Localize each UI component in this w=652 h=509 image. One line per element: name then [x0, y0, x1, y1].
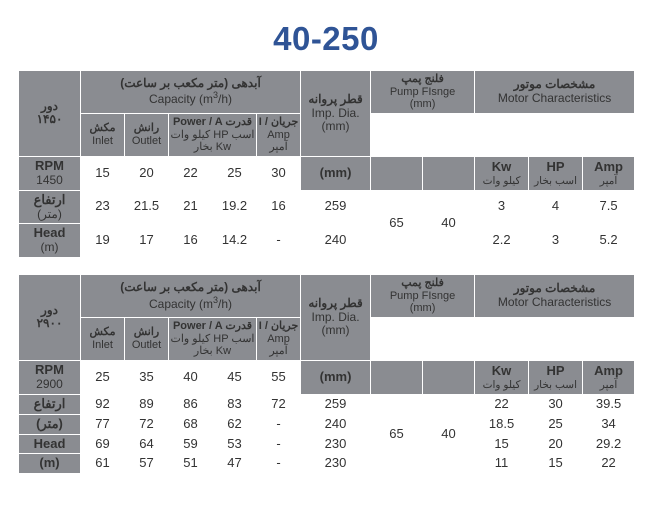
head-cell: 47 [213, 454, 257, 474]
head-cell: 86 [169, 394, 213, 414]
rpm-en-label-2: RPM [35, 361, 64, 377]
capacity-cell: 25 [213, 156, 257, 190]
imp-dia-unit-1: (mm) [321, 119, 350, 134]
imp-dia-cell: 259 [301, 394, 371, 414]
rpm-header-fa-2: دور [41, 302, 58, 317]
motor-header-1 [475, 71, 635, 114]
head-cell: 83 [213, 394, 257, 414]
table-row [19, 190, 635, 224]
head-cell: - [257, 414, 301, 434]
hp-label-fa-1: اسب بخار [534, 174, 577, 187]
head-label-cell-1a [19, 190, 81, 224]
head-cell: - [257, 224, 301, 258]
amp-label-en-1: Amp [594, 158, 623, 174]
outlet-en-2: Outlet [131, 338, 162, 351]
amp-label-2 [258, 320, 299, 333]
inlet-cell-2: 65 [371, 394, 423, 474]
power-hp-fa-1: اسب بخار [193, 128, 255, 154]
outlet-cell-2: 40 [423, 394, 475, 474]
flange-outlet-header-2 [125, 317, 169, 360]
imp-dia-unit-cell-1: (mm) [301, 156, 371, 190]
rpm-value-fa-1: ۱۴۵۰ [36, 112, 63, 127]
head-label-cell-2a [19, 394, 81, 414]
pump-table-1450 [18, 70, 635, 258]
imp-dia-cell: 230 [301, 434, 371, 454]
amp-units-2 [258, 333, 299, 358]
capacity-header-en-1: Capacity $(m^3/h)$ [148, 90, 233, 107]
hp-cell: 4 [529, 190, 583, 224]
head-cell: 64 [125, 434, 169, 454]
power-fa-2: A قدرت [214, 319, 253, 332]
head-cell: 14.2 [213, 224, 257, 258]
table-header-row-1 [19, 71, 635, 114]
capacity-header-1 [81, 71, 301, 114]
head-label-en-1: Head [33, 225, 66, 241]
hp-label-2: HP [546, 362, 565, 378]
outlet-fa-2: رانش [133, 326, 160, 339]
kw-label-fa-2: کیلو وات [482, 378, 521, 391]
imp-dia-header-en-1: Imp. Dia. [311, 105, 360, 120]
hp-header-cell-1 [529, 156, 583, 190]
capacity-cell: 30 [257, 156, 301, 190]
imp-dia-cell: 230 [301, 454, 371, 474]
amp-label-1 [258, 116, 299, 129]
flange-inlet-header-1 [81, 113, 125, 156]
head-label-fa-2: ارتفاع [33, 395, 66, 411]
imp-dia-header-1 [301, 71, 371, 157]
head-cell: 51 [169, 454, 213, 474]
page-title: 40-250 [273, 20, 379, 57]
rpm-en-cell-2 [19, 360, 81, 394]
head-cell: 77 [81, 414, 125, 434]
flange-header-en-2: Pump FIsnge [389, 289, 456, 302]
capacity-header-2 [81, 275, 301, 318]
capacity-cell: 55 [257, 360, 301, 394]
amp-en-2: I / [258, 319, 268, 332]
capacity-values-row-2 [19, 360, 635, 394]
flange-outlet-header-1 [125, 113, 169, 156]
flange-header-fa-1: فلنج پمپ [401, 73, 444, 85]
outlet-en-1: Outlet [131, 134, 162, 147]
kw-label-1: Kw [491, 158, 512, 174]
table-row [19, 434, 635, 454]
imp-dia-cell: 240 [301, 414, 371, 434]
inlet-fa-1: مکش [89, 122, 116, 135]
power-label-2 [170, 320, 255, 333]
amp-unit-fa-2: آمپر [269, 345, 288, 358]
capacity-cell: 35 [125, 360, 169, 394]
amp-cell: 7.5 [583, 190, 635, 224]
head-cell: 72 [257, 394, 301, 414]
capacity-header-fa-2: آبدهی (متر مکعب بر ساعت) [120, 279, 261, 294]
pump-table-2900 [18, 274, 635, 474]
amp-header-cell-2 [583, 360, 635, 394]
flange-unit-2: (mm) [409, 302, 436, 315]
power-label-1 [170, 116, 255, 129]
amp-header-cell-1 [583, 156, 635, 190]
head-cell: 19 [81, 224, 125, 258]
power-hp-en-1: HP [213, 128, 229, 141]
amp-label-en-2: Amp [594, 362, 623, 378]
imp-dia-unit-2: (mm) [321, 323, 350, 338]
imp-dia-header-fa-2: قطر پروانه [308, 295, 363, 310]
power-header-1 [169, 113, 257, 156]
power-kw-fa-2: کیلو وات [170, 332, 211, 345]
amp-units-1 [258, 129, 299, 154]
imp-dia-header-fa-1: قطر پروانه [308, 91, 363, 106]
power-fa-1: A قدرت [214, 115, 253, 128]
head-cell: 17 [125, 224, 169, 258]
kw-header-cell-1 [475, 156, 529, 190]
table-row [19, 224, 635, 258]
amp-cell: 29.2 [583, 434, 635, 454]
motor-header-fa-1: مشخصات موتور [513, 77, 596, 92]
amp-fa-2: جریان [270, 319, 299, 332]
amp-unit-en-2: Amp [267, 332, 290, 345]
inlet-cell-1: 65 [371, 190, 423, 257]
capacity-cell: 25 [81, 360, 125, 394]
amp-cell: 5.2 [583, 224, 635, 258]
head-cell: 19.2 [213, 190, 257, 224]
flange-unit-1: (mm) [409, 98, 436, 111]
amp-cell: 34 [583, 414, 635, 434]
motor-header-en-2: Motor Characteristics [497, 295, 612, 309]
power-kw-fa-1: کیلو وات [170, 128, 211, 141]
power-hp-en-2: HP [213, 332, 229, 345]
kw-label-fa-1: کیلو وات [482, 174, 521, 187]
outlet-unit-cell-1 [423, 156, 475, 190]
hp-cell: 30 [529, 394, 583, 414]
outlet-cell-1: 40 [423, 190, 475, 257]
motor-header-2 [475, 275, 635, 318]
power-en-2: Power / [172, 319, 213, 332]
head-cell: 59 [169, 434, 213, 454]
rpm-header-fa-1: دور [41, 98, 58, 113]
power-kw-en-1: Kw [215, 141, 232, 154]
imp-dia-header-en-2: Imp. Dia. [311, 309, 360, 324]
kw-cell: 11 [475, 454, 529, 474]
capacity-cell: 40 [169, 360, 213, 394]
head-cell: 69 [81, 434, 125, 454]
table-header-row-2 [19, 275, 635, 318]
inlet-unit-cell-1 [371, 156, 423, 190]
capacity-cell: 15 [81, 156, 125, 190]
head-label-en-2: Head [33, 435, 66, 451]
hp-cell: 25 [529, 414, 583, 434]
rpm-en-value-1: 1450 [36, 172, 63, 187]
outlet-unit-cell-2 [423, 360, 475, 394]
rpm-en-cell-1 [19, 156, 81, 190]
kw-cell: 22 [475, 394, 529, 414]
imp-dia-cell: 259 [301, 190, 371, 224]
rpm-en-label-1: RPM [35, 157, 64, 173]
inlet-en-1: Inlet [92, 134, 113, 147]
head-cell: 21 [169, 190, 213, 224]
hp-cell: 15 [529, 454, 583, 474]
amp-unit-en-1: Amp [267, 128, 290, 141]
rpm-header-cell-2 [19, 275, 81, 361]
amp-label-fa-2: آمپر [599, 378, 618, 391]
head-cell: 57 [125, 454, 169, 474]
power-kw-en-2: Kw [215, 345, 232, 358]
head-cell: - [257, 434, 301, 454]
amp-header-2 [257, 317, 301, 360]
head-cell: 16 [169, 224, 213, 258]
imp-dia-unit-cell-2: (mm) [301, 360, 371, 394]
amp-header-1 [257, 113, 301, 156]
kw-header-cell-2 [475, 360, 529, 394]
amp-cell: 39.5 [583, 394, 635, 414]
head-cell: 89 [125, 394, 169, 414]
capacity-cell: 45 [213, 360, 257, 394]
flange-header-en-1: Pump FIsnge [389, 85, 456, 98]
capacity-cell: 22 [169, 156, 213, 190]
hp-cell: 3 [529, 224, 583, 258]
head-cell: 16 [257, 190, 301, 224]
rpm-en-value-2: 2900 [36, 376, 63, 391]
inlet-unit-cell-2 [371, 360, 423, 394]
capacity-cell: 20 [125, 156, 169, 190]
kw-cell: 3 [475, 190, 529, 224]
table-row [19, 414, 635, 434]
amp-unit-fa-1: آمپر [269, 141, 288, 154]
imp-dia-cell: 240 [301, 224, 371, 258]
outlet-fa-1: رانش [133, 122, 160, 135]
head-cell: 61 [81, 454, 125, 474]
head-label-fa-1: ارتفاع [33, 191, 66, 207]
flange-inlet-header-2 [81, 317, 125, 360]
kw-cell: 2.2 [475, 224, 529, 258]
capacity-header-fa-1: آبدهی (متر مکعب بر ساعت) [120, 75, 261, 90]
head-cell: 23 [81, 190, 125, 224]
flange-header-2 [371, 275, 475, 318]
hp-header-cell-2 [529, 360, 583, 394]
head-label-en-unit-2: (m) [39, 455, 60, 471]
power-header-2 [169, 317, 257, 360]
head-cell: 62 [213, 414, 257, 434]
head-label-cell-2b [19, 414, 81, 434]
head-label-fa-unit-1: (متر) [37, 206, 62, 221]
inlet-en-2: Inlet [92, 338, 113, 351]
motor-header-en-1: Motor Characteristics [497, 90, 612, 105]
flange-header-fa-2: فلنج پمپ [401, 277, 444, 290]
kw-cell: 15 [475, 434, 529, 454]
head-cell: 21.5 [125, 190, 169, 224]
power-units-2 [170, 333, 255, 358]
head-cell: 68 [169, 414, 213, 434]
head-label-cell-1b [19, 224, 81, 258]
amp-label-fa-1: آمپر [599, 174, 618, 187]
amp-en-1: I / [258, 115, 268, 128]
head-cell: - [257, 454, 301, 474]
head-label-cell-2d [19, 454, 81, 474]
hp-label-fa-2: اسب بخار [534, 378, 577, 391]
hp-cell: 20 [529, 434, 583, 454]
head-cell: 92 [81, 394, 125, 414]
imp-dia-header-2 [301, 275, 371, 361]
hp-label-1: HP [546, 158, 565, 174]
capacity-header-en-2: Capacity $(m^3/h)$ [148, 294, 233, 311]
head-label-en-unit-1: (m) [40, 240, 59, 255]
flange-header-1 [371, 71, 475, 114]
power-en-1: Power / [172, 115, 213, 128]
motor-header-fa-2: مشخصات موتور [513, 281, 596, 296]
kw-label-2: Kw [491, 362, 512, 378]
head-cell: 72 [125, 414, 169, 434]
table-gap [18, 258, 634, 274]
inlet-fa-2: مکش [89, 326, 116, 339]
head-label-cell-2c [19, 434, 81, 454]
power-units-1 [170, 129, 255, 154]
head-label-fa-unit-2: (متر) [36, 415, 63, 431]
kw-cell: 18.5 [475, 414, 529, 434]
capacity-values-row-1 [19, 156, 635, 190]
table-row [19, 394, 635, 414]
rpm-header-cell-1 [19, 71, 81, 157]
head-cell: 53 [213, 434, 257, 454]
rpm-value-fa-2: ۲۹۰۰ [36, 316, 63, 331]
table-row [19, 454, 635, 474]
amp-cell: 22 [583, 454, 635, 474]
power-hp-fa-2: اسب بخار [193, 332, 255, 358]
amp-fa-1: جریان [270, 115, 299, 128]
